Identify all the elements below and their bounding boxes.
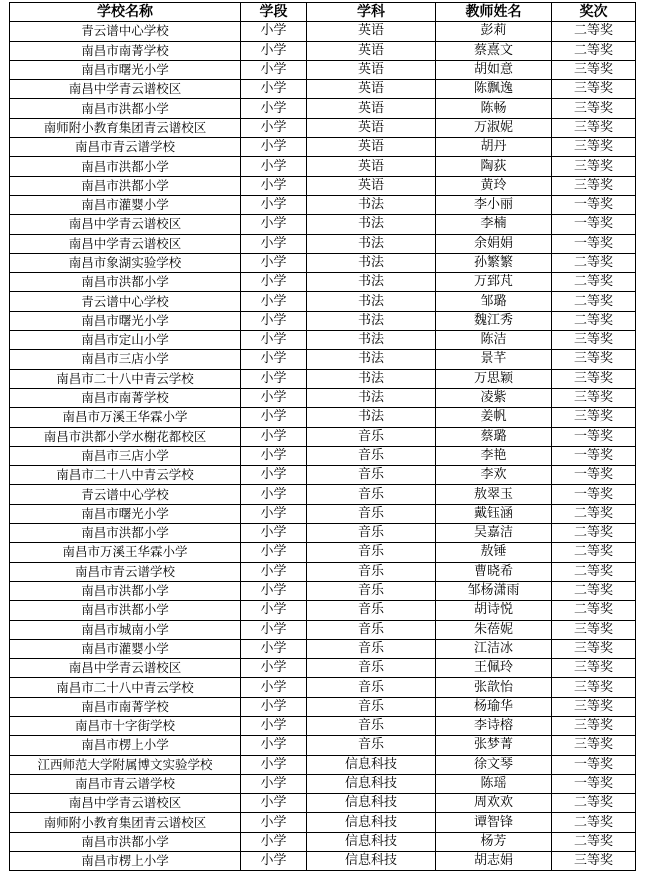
- subject-cell: 英语: [307, 157, 436, 176]
- school-name-cell: 南昌市洪都小学水榭花都校区: [10, 427, 241, 446]
- school-name-cell: 南昌市二十八中青云学校: [10, 678, 241, 697]
- school-stage-cell: 小学: [241, 852, 307, 871]
- school-name-cell: 南昌市南菁学校: [10, 388, 241, 407]
- school-name-cell: 南昌市万溪王华霖小学: [10, 408, 241, 427]
- subject-cell: 音乐: [307, 581, 436, 600]
- award-list-sheet: [9, 2, 636, 871]
- school-name-cell: 南昌市洪都小学: [10, 157, 241, 176]
- school-stage-cell: 小学: [241, 446, 307, 465]
- teacher-name-cell: 杨芳: [436, 832, 552, 851]
- teacher-name-cell: 戴钰涵: [436, 504, 552, 523]
- teacher-name-cell: 黄玲: [436, 176, 552, 195]
- subject-cell: 音乐: [307, 543, 436, 562]
- school-name-cell: 南昌市二十八中青云学校: [10, 466, 241, 485]
- school-stage-cell: 小学: [241, 138, 307, 157]
- subject-cell: 书法: [307, 292, 436, 311]
- subject-cell: 英语: [307, 80, 436, 99]
- school-name-cell: 青云谱中心学校: [10, 485, 241, 504]
- school-stage-cell: 小学: [241, 427, 307, 446]
- teacher-name-cell: 李楠: [436, 215, 552, 234]
- award-level-cell: 三等奖: [552, 388, 636, 407]
- school-name-cell: 南师附小教育集团青云谱校区: [10, 118, 241, 137]
- table-row: [10, 427, 636, 446]
- teacher-name-cell: 陈瑶: [436, 774, 552, 793]
- teacher-name-cell: 敖锤: [436, 543, 552, 562]
- teacher-name-cell: 李小丽: [436, 195, 552, 214]
- award-level-cell: 三等奖: [552, 620, 636, 639]
- teacher-name-cell: 魏江秀: [436, 311, 552, 330]
- award-level-cell: 二等奖: [552, 524, 636, 543]
- subject-cell: 音乐: [307, 736, 436, 755]
- award-level-cell: 三等奖: [552, 138, 636, 157]
- school-name-cell: 南昌市二十八中青云学校: [10, 369, 241, 388]
- school-stage-cell: 小学: [241, 331, 307, 350]
- award-level-cell: 二等奖: [552, 581, 636, 600]
- award-level-cell: 一等奖: [552, 446, 636, 465]
- subject-cell: 英语: [307, 176, 436, 195]
- award-level-cell: 一等奖: [552, 215, 636, 234]
- table-row: [10, 138, 636, 157]
- teacher-name-cell: 杨瑜华: [436, 697, 552, 716]
- table-row: [10, 331, 636, 350]
- school-stage-cell: 小学: [241, 794, 307, 813]
- award-level-cell: 三等奖: [552, 736, 636, 755]
- subject-cell: 英语: [307, 22, 436, 41]
- school-stage-cell: 小学: [241, 774, 307, 793]
- award-table: [9, 2, 636, 871]
- school-stage-cell: 小学: [241, 813, 307, 832]
- header-row: [10, 3, 636, 22]
- table-row: [10, 852, 636, 871]
- award-level-cell: 三等奖: [552, 99, 636, 118]
- school-name-cell: 南师附小教育集团青云谱校区: [10, 813, 241, 832]
- school-stage-cell: 小学: [241, 543, 307, 562]
- subject-cell: 信息科技: [307, 755, 436, 774]
- school-name-cell: 青云谱中心学校: [10, 292, 241, 311]
- award-level-cell: 二等奖: [552, 794, 636, 813]
- award-level-cell: 一等奖: [552, 427, 636, 446]
- table-row: [10, 466, 636, 485]
- teacher-name-cell: 陈飘逸: [436, 80, 552, 99]
- award-level-cell: 一等奖: [552, 195, 636, 214]
- school-stage-cell: 小学: [241, 639, 307, 658]
- award-level-cell: 二等奖: [552, 253, 636, 272]
- subject-cell: 信息科技: [307, 813, 436, 832]
- teacher-name-cell: 胡丹: [436, 138, 552, 157]
- school-stage-cell: 小学: [241, 755, 307, 774]
- table-row: [10, 350, 636, 369]
- school-name-cell: 南昌中学青云谱校区: [10, 659, 241, 678]
- table-row: [10, 215, 636, 234]
- award-level-cell: 三等奖: [552, 678, 636, 697]
- school-stage-cell: 小学: [241, 118, 307, 137]
- school-stage-cell: 小学: [241, 504, 307, 523]
- table-row: [10, 716, 636, 735]
- subject-cell: 音乐: [307, 427, 436, 446]
- teacher-name-cell: 胡诗悦: [436, 601, 552, 620]
- award-level-cell: 二等奖: [552, 292, 636, 311]
- teacher-name-cell: 李艳: [436, 446, 552, 465]
- award-level-cell: 二等奖: [552, 41, 636, 60]
- school-name-cell: 南昌市青云谱学校: [10, 138, 241, 157]
- header-award-level: 奖次: [552, 3, 636, 22]
- school-stage-cell: 小学: [241, 253, 307, 272]
- award-level-cell: 三等奖: [552, 369, 636, 388]
- subject-cell: 书法: [307, 331, 436, 350]
- school-name-cell: 南昌市曙光小学: [10, 504, 241, 523]
- school-name-cell: 南昌市定山小学: [10, 331, 241, 350]
- school-name-cell: 南昌市灌婴小学: [10, 639, 241, 658]
- subject-cell: 书法: [307, 369, 436, 388]
- school-stage-cell: 小学: [241, 22, 307, 41]
- table-row: [10, 736, 636, 755]
- school-name-cell: 南昌市洪都小学: [10, 99, 241, 118]
- award-level-cell: 三等奖: [552, 639, 636, 658]
- table-row: [10, 794, 636, 813]
- table-row: [10, 678, 636, 697]
- school-stage-cell: 小学: [241, 157, 307, 176]
- subject-cell: 英语: [307, 138, 436, 157]
- table-row: [10, 311, 636, 330]
- teacher-name-cell: 邹璐: [436, 292, 552, 311]
- school-stage-cell: 小学: [241, 369, 307, 388]
- award-level-cell: 三等奖: [552, 852, 636, 871]
- subject-cell: 信息科技: [307, 852, 436, 871]
- school-stage-cell: 小学: [241, 234, 307, 253]
- teacher-name-cell: 敖翠玉: [436, 485, 552, 504]
- school-stage-cell: 小学: [241, 292, 307, 311]
- school-name-cell: 南昌中学青云谱校区: [10, 234, 241, 253]
- teacher-name-cell: 张梦菁: [436, 736, 552, 755]
- school-name-cell: 南昌市城南小学: [10, 620, 241, 639]
- award-level-cell: 三等奖: [552, 659, 636, 678]
- table-row: [10, 601, 636, 620]
- award-level-cell: 三等奖: [552, 350, 636, 369]
- teacher-name-cell: 景芊: [436, 350, 552, 369]
- school-stage-cell: 小学: [241, 80, 307, 99]
- table-row: [10, 639, 636, 658]
- teacher-name-cell: 张歆怡: [436, 678, 552, 697]
- subject-cell: 音乐: [307, 504, 436, 523]
- school-stage-cell: 小学: [241, 176, 307, 195]
- school-name-cell: 江西师范大学附属博文实验学校: [10, 755, 241, 774]
- school-name-cell: 南昌市十字街学校: [10, 716, 241, 735]
- school-stage-cell: 小学: [241, 388, 307, 407]
- school-name-cell: 南昌市洪都小学: [10, 581, 241, 600]
- teacher-name-cell: 胡志娟: [436, 852, 552, 871]
- teacher-name-cell: 胡如意: [436, 60, 552, 79]
- subject-cell: 信息科技: [307, 774, 436, 793]
- teacher-name-cell: 谭智锋: [436, 813, 552, 832]
- table-row: [10, 176, 636, 195]
- subject-cell: 书法: [307, 215, 436, 234]
- subject-cell: 音乐: [307, 659, 436, 678]
- award-level-cell: 二等奖: [552, 504, 636, 523]
- subject-cell: 信息科技: [307, 832, 436, 851]
- table-row: [10, 195, 636, 214]
- table-row: [10, 543, 636, 562]
- teacher-name-cell: 周欢欢: [436, 794, 552, 813]
- teacher-name-cell: 万思颖: [436, 369, 552, 388]
- teacher-name-cell: 陶荻: [436, 157, 552, 176]
- table-row: [10, 774, 636, 793]
- award-level-cell: 一等奖: [552, 755, 636, 774]
- school-stage-cell: 小学: [241, 562, 307, 581]
- school-name-cell: 南昌市楞上小学: [10, 736, 241, 755]
- award-level-cell: 三等奖: [552, 60, 636, 79]
- subject-cell: 书法: [307, 253, 436, 272]
- header-school-name: 学校名称: [10, 3, 241, 22]
- subject-cell: 音乐: [307, 716, 436, 735]
- school-name-cell: 南昌市南菁学校: [10, 41, 241, 60]
- subject-cell: 音乐: [307, 639, 436, 658]
- teacher-name-cell: 李诗榕: [436, 716, 552, 735]
- teacher-name-cell: 孙繁繁: [436, 253, 552, 272]
- teacher-name-cell: 吴嘉洁: [436, 524, 552, 543]
- school-stage-cell: 小学: [241, 41, 307, 60]
- table-row: [10, 813, 636, 832]
- award-level-cell: 二等奖: [552, 813, 636, 832]
- award-level-cell: 二等奖: [552, 543, 636, 562]
- subject-cell: 音乐: [307, 524, 436, 543]
- school-stage-cell: 小学: [241, 620, 307, 639]
- teacher-name-cell: 凌紫: [436, 388, 552, 407]
- table-row: [10, 253, 636, 272]
- school-stage-cell: 小学: [241, 215, 307, 234]
- school-stage-cell: 小学: [241, 736, 307, 755]
- school-name-cell: 南昌市洪都小学: [10, 273, 241, 292]
- school-name-cell: 南昌市曙光小学: [10, 60, 241, 79]
- school-name-cell: 南昌市南菁学校: [10, 697, 241, 716]
- award-level-cell: 一等奖: [552, 466, 636, 485]
- table-row: [10, 504, 636, 523]
- table-row: [10, 60, 636, 79]
- school-name-cell: 南昌市象湖实验学校: [10, 253, 241, 272]
- school-name-cell: 南昌市洪都小学: [10, 832, 241, 851]
- subject-cell: 书法: [307, 311, 436, 330]
- school-name-cell: 南昌市洪都小学: [10, 524, 241, 543]
- table-row: [10, 273, 636, 292]
- school-stage-cell: 小学: [241, 697, 307, 716]
- award-level-cell: 三等奖: [552, 157, 636, 176]
- school-stage-cell: 小学: [241, 678, 307, 697]
- table-row: [10, 755, 636, 774]
- teacher-name-cell: 江洁冰: [436, 639, 552, 658]
- award-level-cell: 一等奖: [552, 485, 636, 504]
- school-stage-cell: 小学: [241, 350, 307, 369]
- school-stage-cell: 小学: [241, 311, 307, 330]
- subject-cell: 音乐: [307, 466, 436, 485]
- teacher-name-cell: 陈畅: [436, 99, 552, 118]
- table-row: [10, 388, 636, 407]
- table-row: [10, 157, 636, 176]
- teacher-name-cell: 姜帆: [436, 408, 552, 427]
- header-subject: 学科: [307, 3, 436, 22]
- school-name-cell: 南昌市曙光小学: [10, 311, 241, 330]
- subject-cell: 音乐: [307, 678, 436, 697]
- award-level-cell: 三等奖: [552, 697, 636, 716]
- school-name-cell: 南昌市万溪王华霖小学: [10, 543, 241, 562]
- school-stage-cell: 小学: [241, 60, 307, 79]
- award-level-cell: 三等奖: [552, 331, 636, 350]
- teacher-name-cell: 万郅芃: [436, 273, 552, 292]
- school-name-cell: 南昌市洪都小学: [10, 176, 241, 195]
- header-school-stage: 学段: [241, 3, 307, 22]
- table-row: [10, 832, 636, 851]
- table-row: [10, 369, 636, 388]
- award-level-cell: 二等奖: [552, 273, 636, 292]
- subject-cell: 音乐: [307, 620, 436, 639]
- school-stage-cell: 小学: [241, 581, 307, 600]
- table-row: [10, 22, 636, 41]
- table-row: [10, 697, 636, 716]
- table-row: [10, 234, 636, 253]
- subject-cell: 书法: [307, 195, 436, 214]
- table-row: [10, 620, 636, 639]
- school-stage-cell: 小学: [241, 659, 307, 678]
- award-level-cell: 三等奖: [552, 118, 636, 137]
- teacher-name-cell: 陈洁: [436, 331, 552, 350]
- school-name-cell: 青云谱中心学校: [10, 22, 241, 41]
- school-name-cell: 南昌市三店小学: [10, 350, 241, 369]
- school-stage-cell: 小学: [241, 716, 307, 735]
- award-level-cell: 三等奖: [552, 716, 636, 735]
- table-row: [10, 524, 636, 543]
- subject-cell: 音乐: [307, 697, 436, 716]
- award-level-cell: 二等奖: [552, 562, 636, 581]
- teacher-name-cell: 邹杨潇雨: [436, 581, 552, 600]
- school-stage-cell: 小学: [241, 832, 307, 851]
- school-stage-cell: 小学: [241, 273, 307, 292]
- subject-cell: 英语: [307, 60, 436, 79]
- subject-cell: 书法: [307, 273, 436, 292]
- school-stage-cell: 小学: [241, 485, 307, 504]
- school-stage-cell: 小学: [241, 466, 307, 485]
- teacher-name-cell: 李欢: [436, 466, 552, 485]
- school-name-cell: 南昌中学青云谱校区: [10, 80, 241, 99]
- table-row: [10, 41, 636, 60]
- subject-cell: 书法: [307, 388, 436, 407]
- school-name-cell: 南昌中学青云谱校区: [10, 215, 241, 234]
- school-name-cell: 南昌市洪都小学: [10, 601, 241, 620]
- table-row: [10, 118, 636, 137]
- school-stage-cell: 小学: [241, 408, 307, 427]
- table-row: [10, 485, 636, 504]
- school-name-cell: 南昌市青云谱学校: [10, 774, 241, 793]
- award-level-cell: 二等奖: [552, 601, 636, 620]
- subject-cell: 音乐: [307, 485, 436, 504]
- school-stage-cell: 小学: [241, 601, 307, 620]
- award-level-cell: 三等奖: [552, 80, 636, 99]
- table-row: [10, 292, 636, 311]
- table-row: [10, 99, 636, 118]
- subject-cell: 音乐: [307, 446, 436, 465]
- header-teacher-name: 教师姓名: [436, 3, 552, 22]
- teacher-name-cell: 朱蓓妮: [436, 620, 552, 639]
- table-row: [10, 581, 636, 600]
- school-stage-cell: 小学: [241, 524, 307, 543]
- table-row: [10, 562, 636, 581]
- teacher-name-cell: 徐文琴: [436, 755, 552, 774]
- award-level-cell: 二等奖: [552, 22, 636, 41]
- award-level-cell: 三等奖: [552, 176, 636, 195]
- school-name-cell: 南昌市青云谱学校: [10, 562, 241, 581]
- school-name-cell: 南昌市楞上小学: [10, 852, 241, 871]
- subject-cell: 信息科技: [307, 794, 436, 813]
- award-level-cell: 二等奖: [552, 832, 636, 851]
- teacher-name-cell: 万淑妮: [436, 118, 552, 137]
- table-row: [10, 408, 636, 427]
- subject-cell: 音乐: [307, 562, 436, 581]
- subject-cell: 书法: [307, 350, 436, 369]
- award-level-cell: 一等奖: [552, 234, 636, 253]
- award-level-cell: 一等奖: [552, 774, 636, 793]
- award-table-body: [10, 22, 636, 871]
- school-name-cell: 南昌市三店小学: [10, 446, 241, 465]
- subject-cell: 英语: [307, 99, 436, 118]
- table-row: [10, 659, 636, 678]
- subject-cell: 音乐: [307, 601, 436, 620]
- school-stage-cell: 小学: [241, 99, 307, 118]
- table-row: [10, 446, 636, 465]
- award-level-cell: 二等奖: [552, 311, 636, 330]
- subject-cell: 英语: [307, 41, 436, 60]
- table-row: [10, 80, 636, 99]
- teacher-name-cell: 蔡熹文: [436, 41, 552, 60]
- teacher-name-cell: 曹晓希: [436, 562, 552, 581]
- teacher-name-cell: 余娟娟: [436, 234, 552, 253]
- subject-cell: 书法: [307, 234, 436, 253]
- teacher-name-cell: 蔡璐: [436, 427, 552, 446]
- teacher-name-cell: 彭莉: [436, 22, 552, 41]
- teacher-name-cell: 王佩玲: [436, 659, 552, 678]
- subject-cell: 书法: [307, 408, 436, 427]
- school-name-cell: 南昌市灌婴小学: [10, 195, 241, 214]
- subject-cell: 英语: [307, 118, 436, 137]
- school-stage-cell: 小学: [241, 195, 307, 214]
- school-name-cell: 南昌中学青云谱校区: [10, 794, 241, 813]
- award-level-cell: 三等奖: [552, 408, 636, 427]
